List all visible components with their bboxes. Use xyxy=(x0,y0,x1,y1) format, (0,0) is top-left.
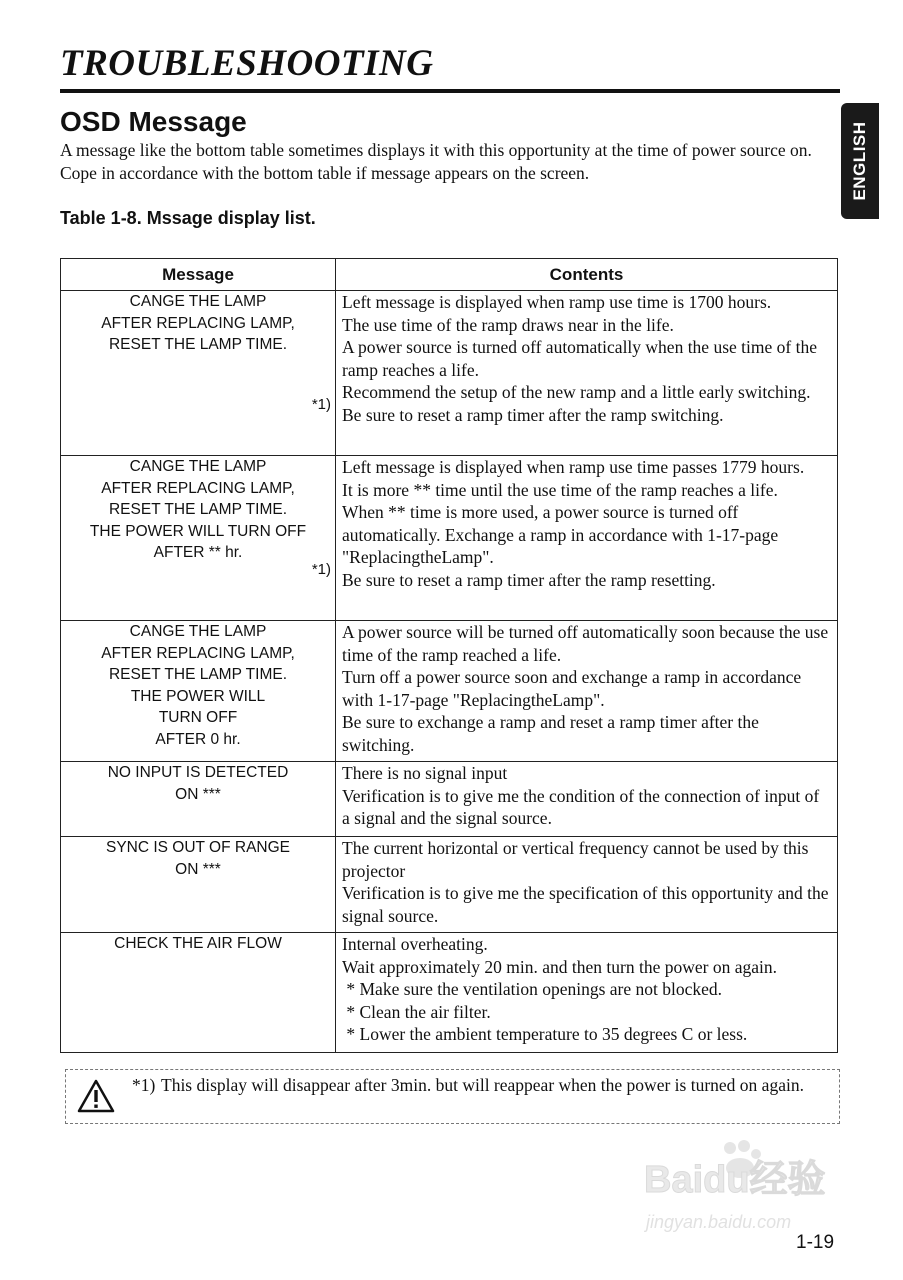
page-title: TROUBLESHOOTING xyxy=(60,43,434,84)
contents-line: Recommend the setup of the new ramp and a little early switching. xyxy=(342,382,811,402)
table-header-row xyxy=(61,259,838,291)
column-header-contents: Contents xyxy=(336,259,838,291)
page-number: 1-19 xyxy=(796,1232,835,1253)
message-line: THE POWER WILL xyxy=(130,687,266,705)
message-line: AFTER ** hr. xyxy=(153,544,243,561)
footnote-reference: *1) xyxy=(311,560,331,578)
contents-line: Left message is displayed when ramp use time passes 1779 hours. xyxy=(342,457,805,477)
contents-line: * Make sure the ventilation openings are not blocked. xyxy=(342,979,723,999)
message-line: THE POWER WILL TURN OFF xyxy=(89,522,307,540)
column-header-message: Message xyxy=(61,259,336,291)
message-cell xyxy=(61,762,336,837)
osd-message-table xyxy=(60,258,838,1053)
message-cell xyxy=(61,837,336,933)
table-row xyxy=(61,291,838,456)
watermark-url: jingyan.baidu.com xyxy=(646,1212,792,1232)
contents-cell xyxy=(336,291,838,456)
contents-line: Verification is to give me the condition of the connection of input of a signal and the signal source. xyxy=(342,785,824,828)
table-row xyxy=(61,933,838,1053)
contents-line: The use time of the ramp draws near in the life. xyxy=(342,314,674,335)
contents-cell xyxy=(336,456,838,621)
footnote-box xyxy=(65,1069,840,1124)
contents-line: There is no signal input xyxy=(342,763,508,783)
language-tab-label: ENGLISH xyxy=(850,121,869,201)
contents-line: Internal overheating. xyxy=(342,934,488,954)
contents-cell xyxy=(336,762,838,837)
intro-line-1: A message like the bottom table sometimes displays it with this opportunity at the time of power source on. xyxy=(60,140,812,160)
footnote-mark: *1) xyxy=(132,1075,156,1095)
contents-line: A power source is turned off automatically when the use time of the ramp reaches a life. xyxy=(342,337,822,380)
table-row xyxy=(61,456,838,621)
message-cell xyxy=(61,291,336,456)
intro-text xyxy=(60,139,820,184)
contents-line: * Lower the ambient temperature to 35 degrees C or less. xyxy=(342,1024,748,1044)
contents-line: A power source will be turned off automatically soon because the use time of the ramp reached a life. xyxy=(342,622,833,665)
contents-cell xyxy=(336,621,838,762)
message-line: TURN OFF xyxy=(158,709,238,726)
message-line: RESET THE LAMP TIME. xyxy=(108,501,287,518)
contents-cell xyxy=(336,933,838,1053)
language-tab xyxy=(841,103,879,219)
contents-line: Be sure to reset a ramp timer after the ramp switching. xyxy=(342,404,724,425)
message-line: AFTER REPLACING LAMP, xyxy=(101,479,295,497)
message-line: CANGE THE LAMP xyxy=(129,458,267,475)
table-row xyxy=(61,762,838,837)
message-line: ON *** xyxy=(175,860,221,878)
baidu-watermark xyxy=(640,1140,850,1240)
message-line: NO INPUT IS DETECTED xyxy=(107,764,289,781)
table-caption: Table 1-8. Mssage display list. xyxy=(60,208,316,228)
message-line: AFTER REPLACING LAMP, xyxy=(101,644,295,662)
message-line: CANGE THE LAMP xyxy=(129,293,267,310)
contents-line: Verification is to give me the specification of this opportunity and the signal source. xyxy=(342,883,833,926)
contents-line: Turn off a power source soon and exchange a ramp in accordance with 1-17-page "ReplacingtheLamp". xyxy=(342,667,806,710)
warning-triangle-icon xyxy=(76,1078,116,1114)
watermark-brand: Baidu经验 xyxy=(644,1159,826,1201)
contents-line: Be sure to reset a ramp timer after the ramp resetting. xyxy=(342,569,716,590)
contents-line: Left message is displayed when ramp use time is 1700 hours. xyxy=(342,292,772,312)
contents-line: The current horizontal or vertical frequency cannot be used by this projector xyxy=(342,838,813,881)
message-line: ON *** xyxy=(175,785,221,803)
contents-line: It is more ** time until the use time of the ramp reaches a life. xyxy=(342,479,778,500)
message-cell xyxy=(61,933,336,1053)
intro-line-2: Cope in accordance with the bottom table if message appears on the screen. xyxy=(60,162,590,183)
table-body xyxy=(61,291,838,1053)
table-row xyxy=(61,621,838,762)
message-line: CANGE THE LAMP xyxy=(129,623,267,640)
table-row xyxy=(61,837,838,933)
message-cell xyxy=(61,621,336,762)
message-line: RESET THE LAMP TIME. xyxy=(108,666,287,683)
contents-line: Be sure to exchange a ramp and reset a ramp timer after the switching. xyxy=(342,712,764,755)
message-cell xyxy=(61,456,336,621)
title-divider xyxy=(60,89,840,93)
section-heading: OSD Message xyxy=(60,106,247,137)
footnote-reference: *1) xyxy=(311,395,331,413)
message-line: SYNC IS OUT OF RANGE xyxy=(105,839,291,856)
message-line: RESET THE LAMP TIME. xyxy=(108,336,287,353)
message-line: CHECK THE AIR FLOW xyxy=(114,935,282,952)
message-line: AFTER REPLACING LAMP, xyxy=(101,314,295,332)
contents-line: When ** time is more used, a power source is turned off automatically. Exchange a ramp in accordance with 1-17-page "ReplacingtheLamp". xyxy=(342,502,783,567)
contents-line: * Clean the air filter. xyxy=(342,1001,491,1022)
message-line: AFTER 0 hr. xyxy=(155,730,241,748)
contents-line: Wait approximately 20 min. and then turn the power on again. xyxy=(342,956,778,977)
footnote-text: This display will disappear after 3min. but will reappear when the power is turned on again. xyxy=(161,1075,804,1095)
contents-cell xyxy=(336,837,838,933)
